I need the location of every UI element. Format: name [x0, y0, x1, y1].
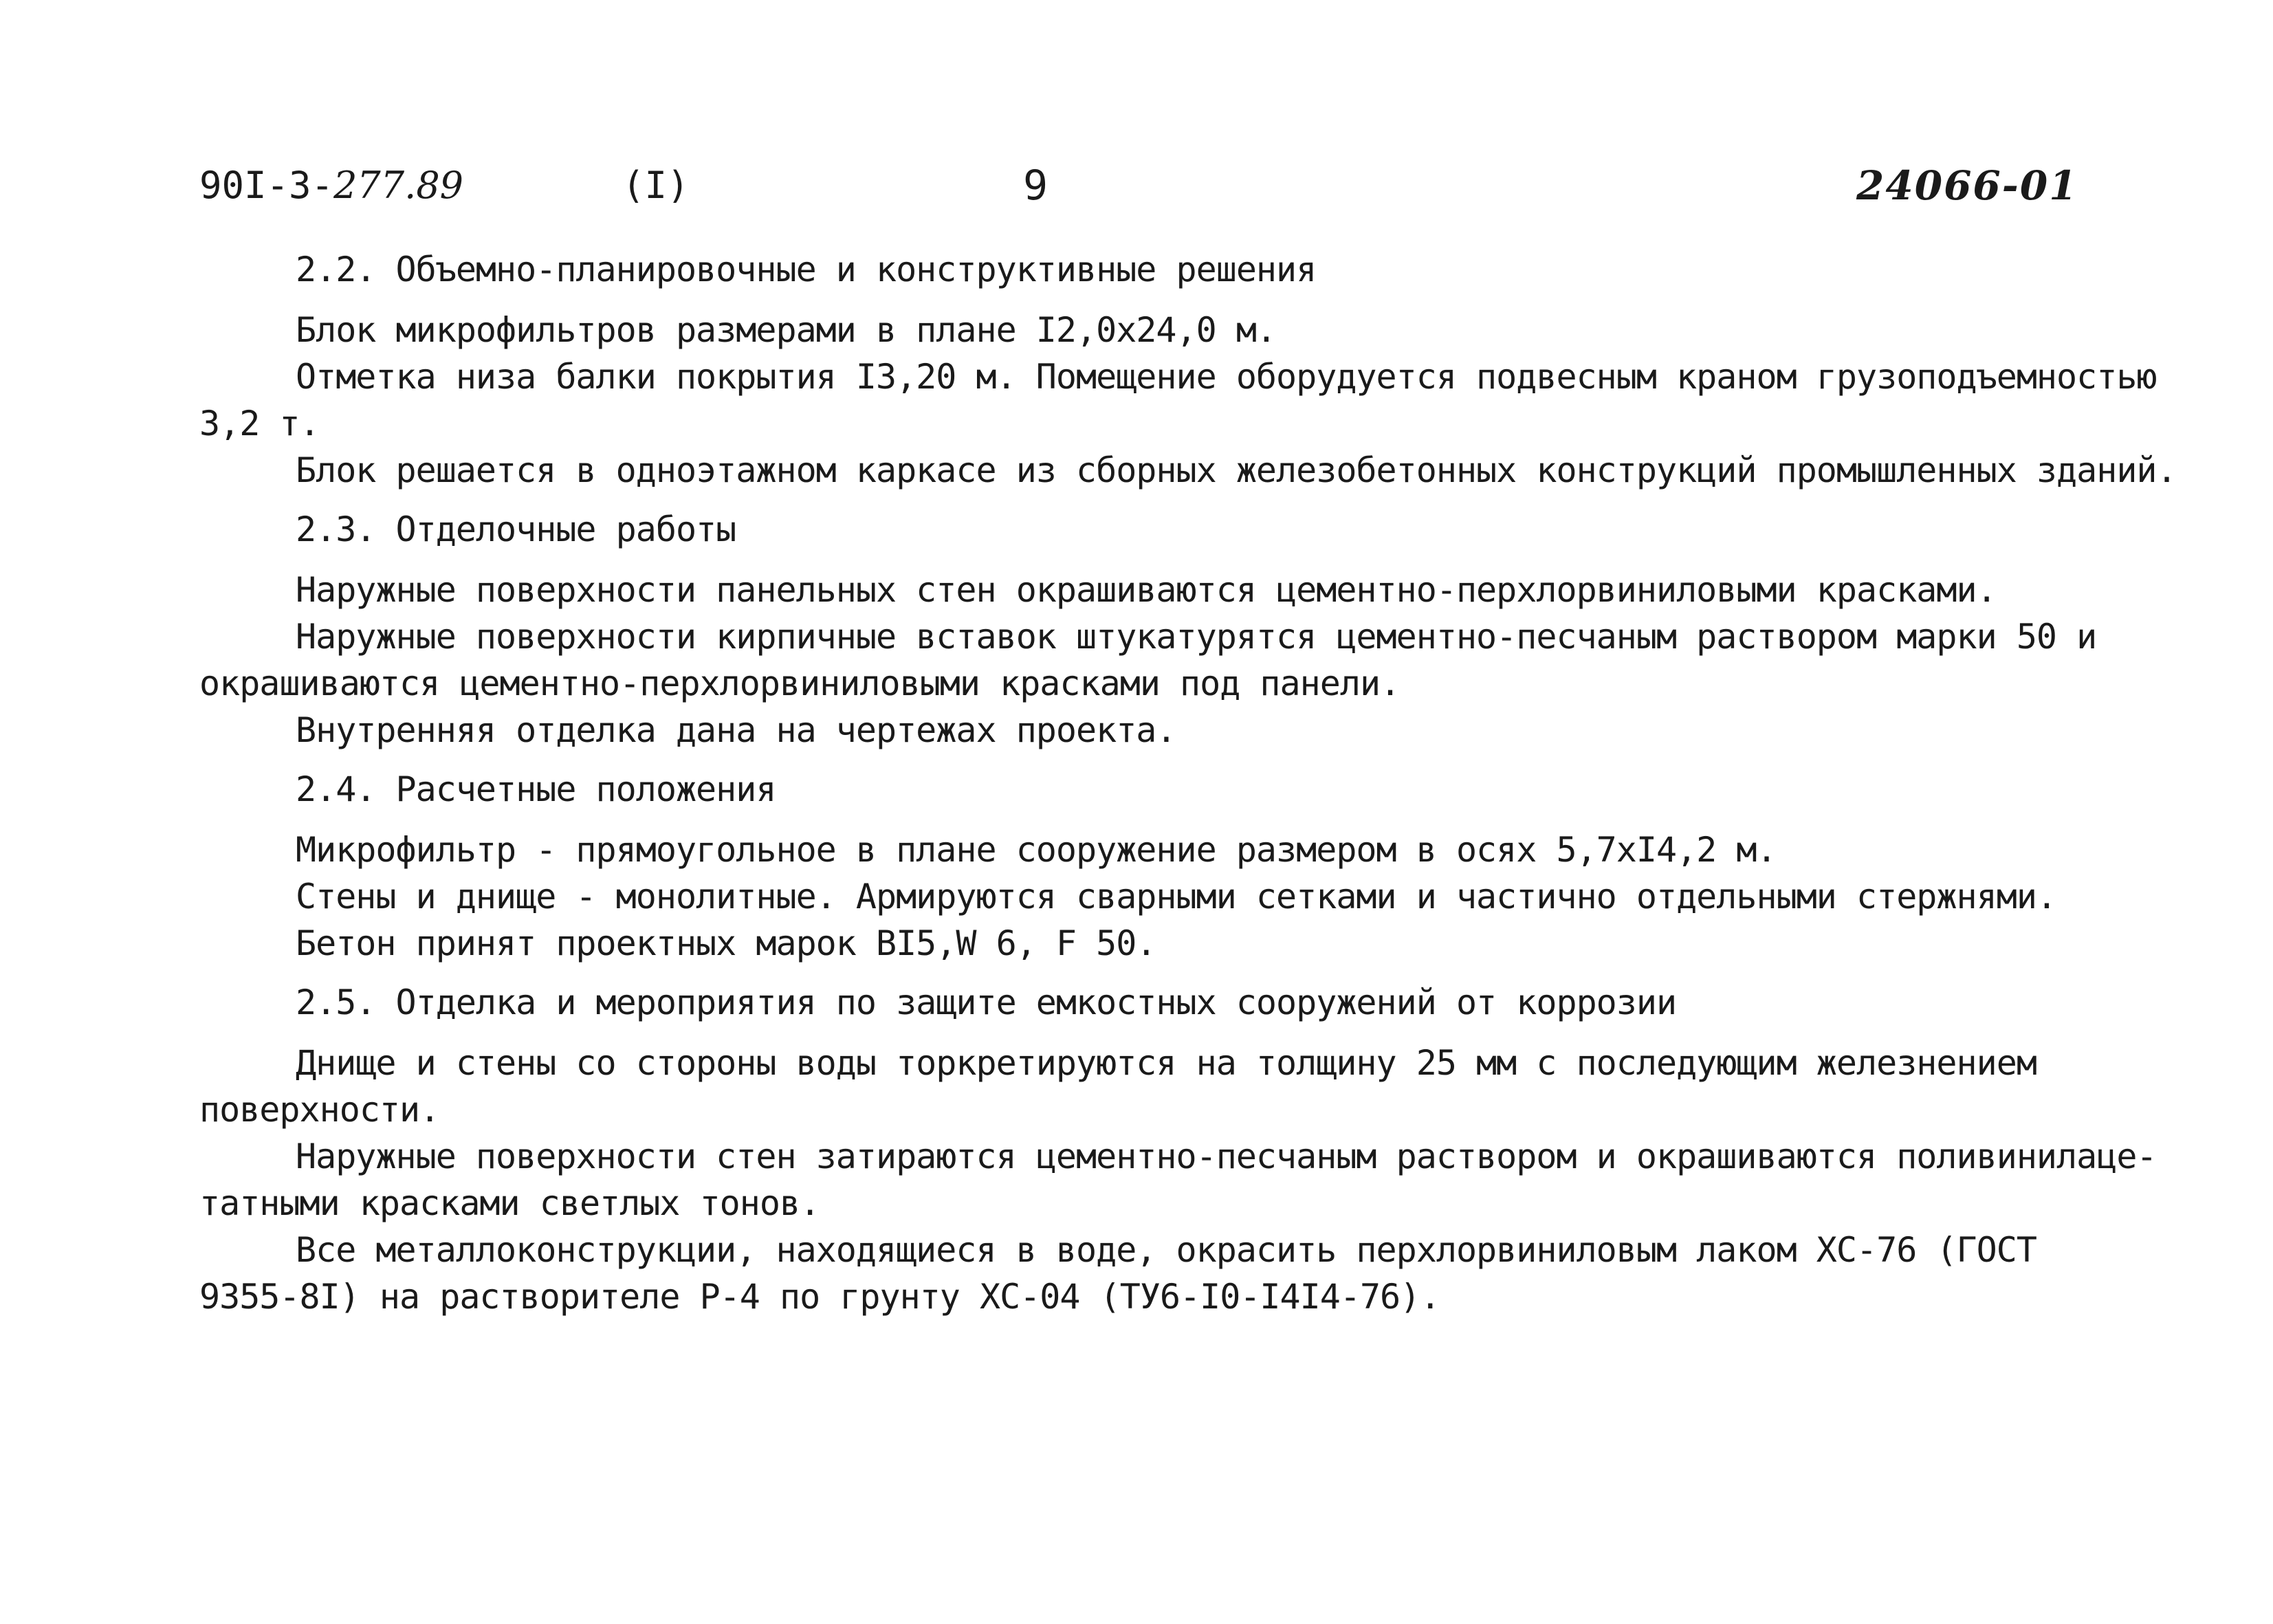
text-line: поверхности.: [199, 1090, 440, 1130]
text-line: Стены и днище - монолитные. Армируются сварными сетками и частично отдельными стержнями.: [296, 877, 2057, 917]
document-number-handwritten: 277.89: [333, 164, 464, 207]
archive-number: 24066-01: [1856, 162, 2078, 209]
text-line: Блок микрофильтров размерами в плане I2,0x24,0 м.: [296, 310, 1277, 350]
section-heading: 2.4. Расчетные положения: [296, 769, 776, 809]
document-body: [199, 246, 2177, 1320]
text-line: Микрофильтр - прямоугольное в плане сооружение размером в осях 5,7xI4,2 м.: [296, 830, 1777, 870]
section-heading: 2.3. Отделочные работы: [296, 509, 736, 549]
text-line: 3,2 т.: [199, 404, 320, 443]
text-line: окрашиваются цементно-перхлорвиниловыми красками под панели.: [199, 663, 1401, 703]
text-line: Блок решается в одноэтажном каркасе из сборных железобетонных конструкций промышленных зданий.: [296, 450, 2177, 490]
text-line: Наружные поверхности панельных стен окрашиваются цементно-перхлорвиниловыми красками.: [296, 570, 1997, 610]
page-number: 9: [1023, 162, 1048, 210]
sheet-number: (I): [622, 164, 690, 207]
section-heading: 2.2. Объемно-планировочные и конструктивные решения: [296, 250, 1317, 289]
document-number-prefix: 90I-3-: [199, 164, 334, 207]
section-heading: 2.5. Отделка и мероприятия по защите емкостных сооружений от коррозии: [296, 983, 1677, 1022]
text-line: Отметка низа балки покрытия I3,20 м. Помещение оборудуется подвесным краном грузоподъемностью: [296, 357, 2157, 397]
text-line: Наружные поверхности кирпичные вставок штукатурятся цементно-песчаным раствором марки 50 и: [296, 617, 2097, 657]
text-line: Наружные поверхности стен затираются цементно-песчаным раствором и окрашиваются поливинилаце-: [296, 1137, 2157, 1176]
text-line: Днище и стены со стороны воды торкретируются на толщину 25 мм с последующим железнением: [296, 1043, 2036, 1083]
text-line: 9355-8I) на растворителе Р-4 по грунту ХС-04 (ТУ6-I0-I4I4-76).: [199, 1277, 1440, 1317]
document-number: [199, 164, 463, 208]
text-line: Бетон принят проектных марок BI5,W 6, F 50.: [296, 923, 1156, 963]
text-line: Все металлоконструкции, находящиеся в воде, окрасить перхлорвиниловым лаком ХС-76 (ГОСТ: [296, 1230, 2036, 1270]
text-line: татными красками светлых тонов.: [199, 1183, 820, 1223]
text-line: Внутренняя отделка дана на чертежах проекта.: [296, 710, 1176, 750]
